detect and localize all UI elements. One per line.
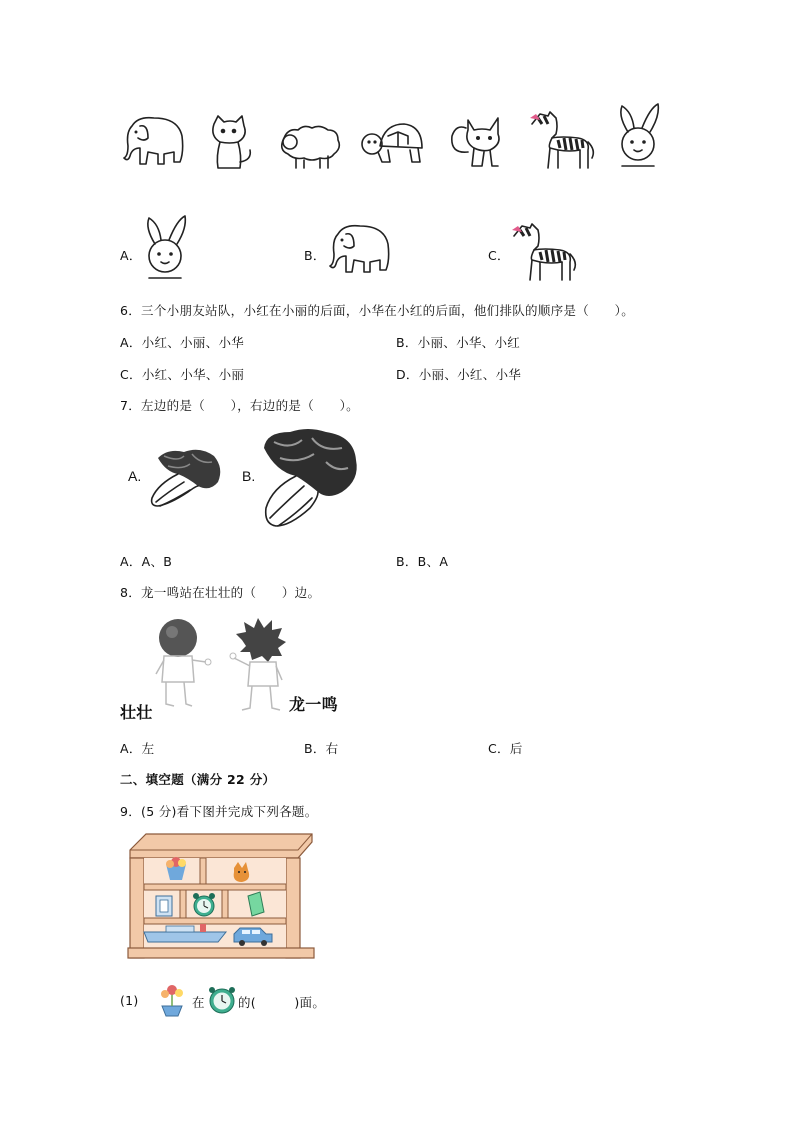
alarm-clock-icon <box>193 893 215 916</box>
rabbit-icon <box>612 102 664 172</box>
q7-option-a[interactable]: A．A、B <box>120 554 173 569</box>
q7-image-label-a: A. <box>128 468 142 484</box>
q8-name-zhuangzhuang: 壮壮 <box>120 703 153 722</box>
q6-option-a[interactable]: A．小红、小丽、小华 <box>120 335 245 350</box>
q8-option-c[interactable]: C．后 <box>488 741 523 756</box>
q6-option-b[interactable]: B．小丽、小华、小红 <box>396 335 521 350</box>
zebra-icon <box>528 110 598 172</box>
q6-option-c[interactable]: C．小红、小华、小丽 <box>120 367 245 382</box>
q5-option-c-label: C． <box>488 248 510 263</box>
fox-icon <box>446 114 506 174</box>
book-stack-icon <box>156 896 172 916</box>
q7-stem: 7．左边的是（ ），右边的是（ ）。 <box>120 398 359 413</box>
q6-option-d[interactable]: D．小丽、小红、小华 <box>396 367 522 382</box>
q9-sub1-number: (1) <box>120 993 139 1008</box>
section-2-title: 二、填空题（满分 22 分） <box>120 772 276 787</box>
q9-sub1-in: 在 <box>192 995 205 1010</box>
rabbit-icon <box>138 214 192 284</box>
sheep-icon <box>274 124 344 174</box>
cabbage-large-icon <box>256 428 360 532</box>
q6-stem: 6．三个小朋友站队，小红在小丽的后面，小华在小红的后面，他们排队的顺序是（ ）。 <box>120 303 635 318</box>
q7-image-label-b: B. <box>242 468 256 484</box>
shelf-illustration <box>126 832 316 964</box>
cat-icon <box>206 114 256 174</box>
elephant-icon <box>324 220 394 280</box>
q8-option-a[interactable]: A．左 <box>120 741 155 756</box>
q9-stem: 9．(5 分)看下图并完成下列各题。 <box>120 804 318 819</box>
q8-name-longyiming: 龙一鸣 <box>289 695 338 714</box>
zebra-icon <box>510 222 580 284</box>
q5-option-b-label: B． <box>304 248 326 263</box>
cabbage-small-icon <box>148 448 224 512</box>
boy-zhuangzhuang-figure <box>146 618 216 710</box>
turtle-icon <box>358 120 428 170</box>
q5-option-a-label: A． <box>120 248 142 263</box>
flower-pot-icon <box>156 982 186 1018</box>
elephant-icon <box>118 112 188 172</box>
q8-option-b[interactable]: B．右 <box>304 741 339 756</box>
q9-sub1-tail: 的( )面。 <box>238 995 326 1010</box>
boy-longyiming-figure <box>228 618 298 714</box>
alarm-clock-icon <box>207 985 237 1015</box>
q7-option-b[interactable]: B．B、A <box>396 554 449 569</box>
q8-stem: 8．龙一鸣站在壮壮的（ ）边。 <box>120 585 321 600</box>
